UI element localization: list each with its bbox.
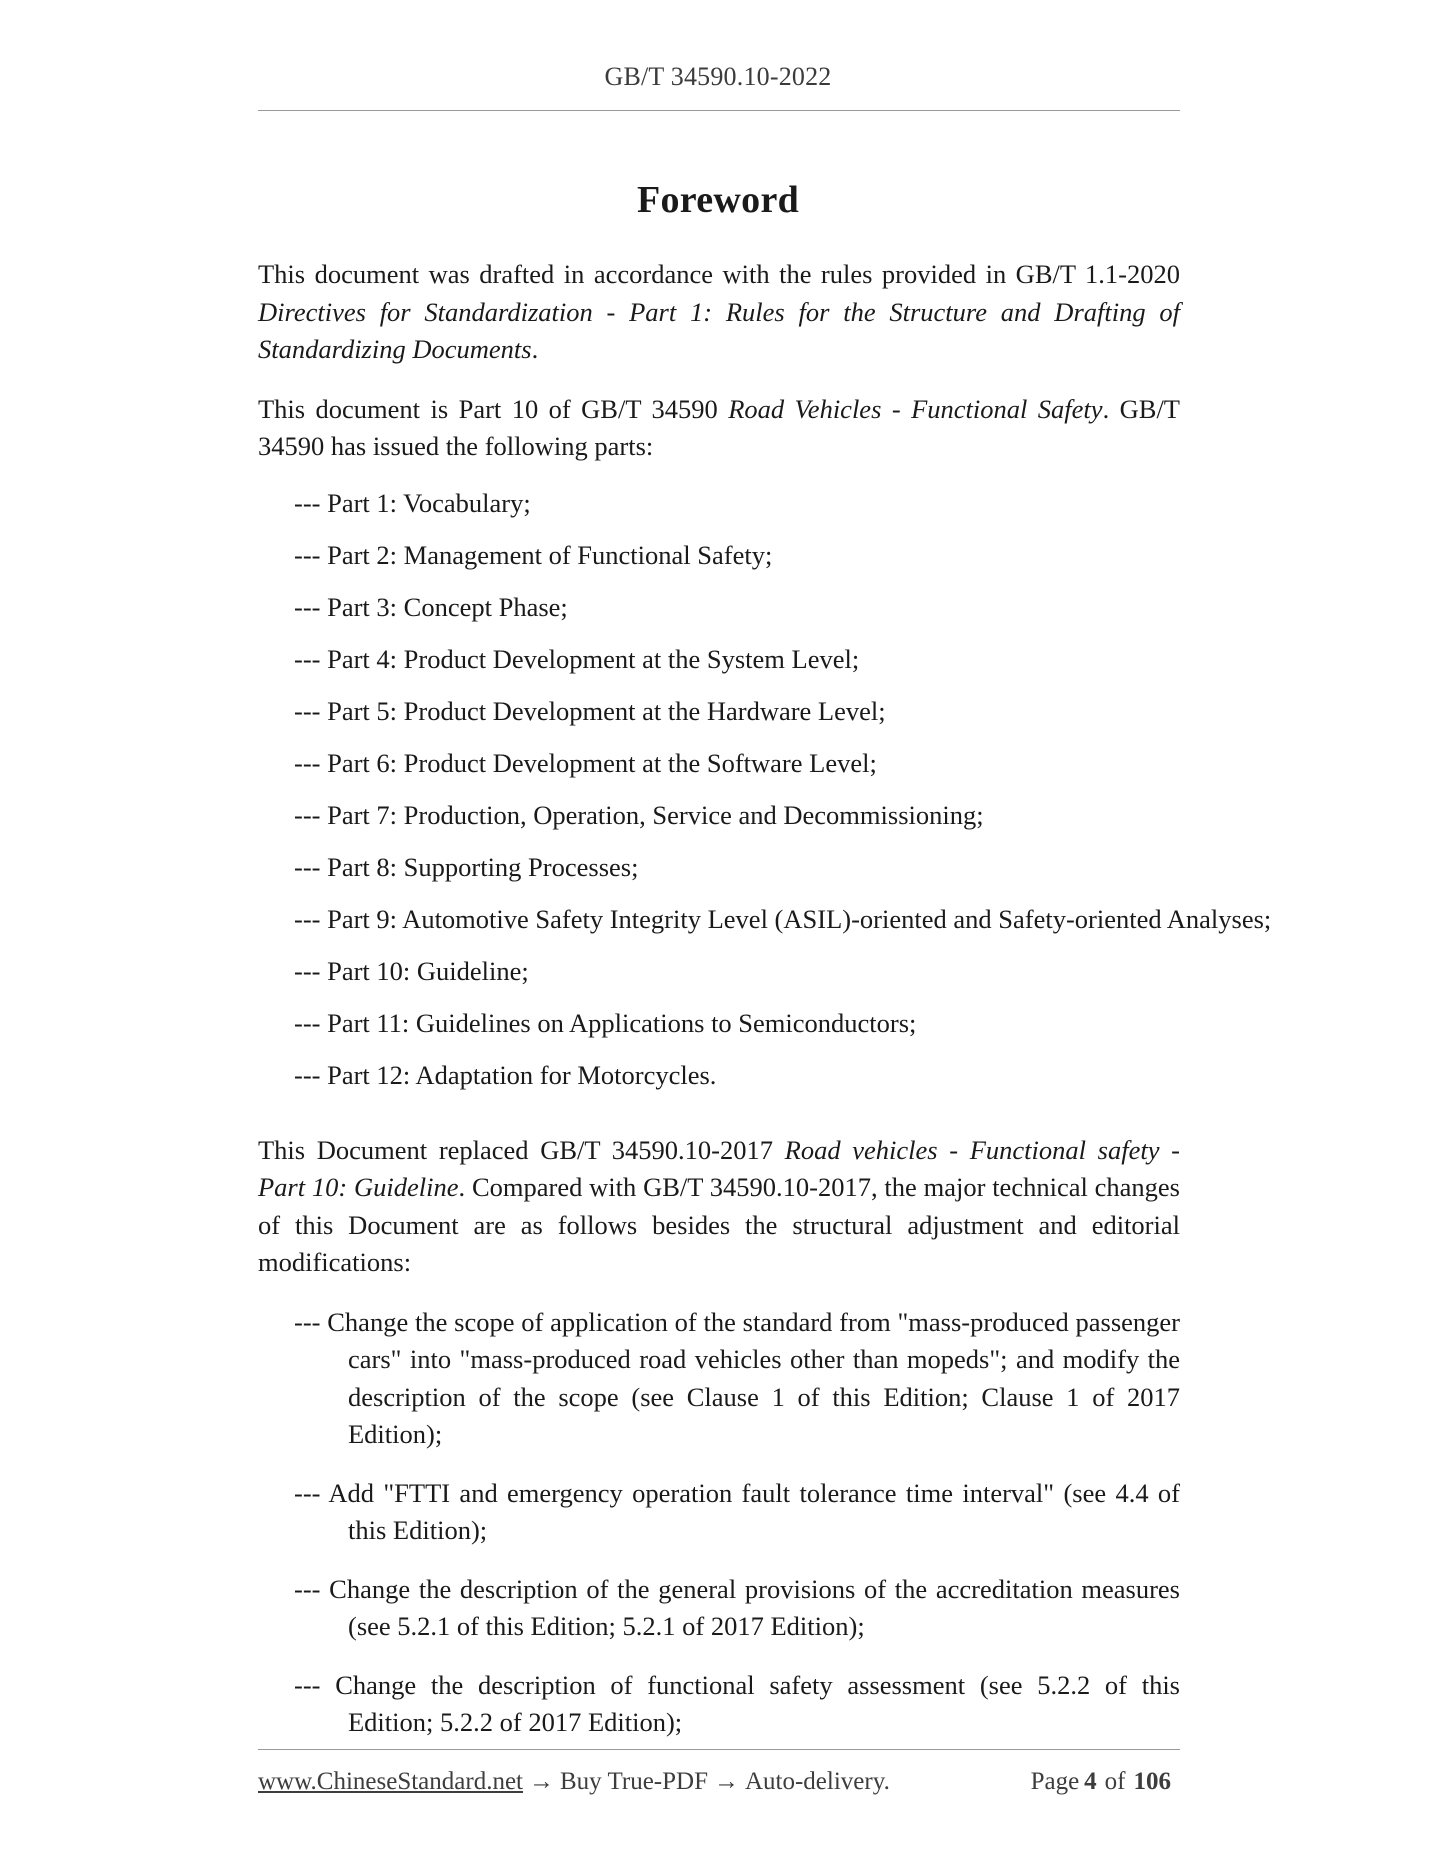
- footer-promo: [258, 1768, 890, 1796]
- list-item: --- Part 11: Guidelines on Applications to Semiconductors;: [294, 1007, 917, 1038]
- list-item: --- Part 7: Production, Operation, Service and Decommissioning;: [294, 799, 984, 830]
- page-number-indicator: [1031, 1768, 1176, 1796]
- paragraph-drafting-rules-text-b: .: [531, 334, 539, 364]
- paragraph-part-of-series-text-a: This document is Part 10 of GB/T 34590: [258, 393, 729, 424]
- list-item: --- Part 3: Concept Phase;: [294, 591, 568, 622]
- paragraph-drafting-rules: [258, 256, 1180, 369]
- list-item: [258, 1571, 1180, 1646]
- paragraph-part-of-series: [258, 391, 1180, 466]
- list-item: --- Part 9: Automotive Safety Integrity Level (ASIL)-oriented and Safety-oriented Analyses;: [294, 903, 1272, 934]
- footer-delivery-label: Auto-delivery.: [744, 1768, 890, 1795]
- technical-changes-list: [258, 1304, 1180, 1742]
- arrow-right-icon: →: [529, 1768, 554, 1795]
- page-title: Foreword: [636, 179, 800, 221]
- footer-buy-label: Buy True-PDF: [560, 1768, 708, 1795]
- spacer: [258, 1109, 1180, 1132]
- paragraph-drafting-rules-text-a: This document was drafted in accordance with the rules provided in GB/T 1.1-2020: [258, 259, 1180, 289]
- list-item: --- Part 6: Product Development at the Software Level;: [294, 747, 877, 778]
- paragraph-replaced-edition-text-a: This Document replaced GB/T 34590.10-2017: [258, 1134, 785, 1165]
- change-item-text: --- Change the description of the general provisions of the accreditation measures (see 5.2.1 of this Edition; 5.2.1 of 2017 Edition);: [294, 1573, 1180, 1641]
- list-item: --- Part 2: Management of Functional Safety;: [294, 539, 773, 570]
- of-word-label: of: [1104, 1768, 1126, 1795]
- total-page-count: 106: [1133, 1768, 1171, 1795]
- list-item: [258, 1667, 1180, 1742]
- paragraph-part-of-series-title: Road Vehicles - Functional Safety: [728, 393, 1103, 424]
- list-item: --- Part 12: Adaptation for Motorcycles.: [294, 1059, 717, 1090]
- list-item: [258, 1475, 1180, 1550]
- document-body: [258, 256, 1272, 1763]
- paragraph-drafting-rules-title: Directives for Standardization - Part 1: Rules for the Structure and Drafting of Standardizing Documents: [258, 296, 1180, 364]
- list-item: --- Part 1: Vocabulary;: [294, 487, 531, 518]
- page-header-standard-code: GB/T 34590.10-2022: [604, 62, 832, 91]
- paragraph-replaced-edition-title: Road vehicles - Functional safety - Part 10: Guideline: [258, 1134, 1180, 1202]
- arrow-right-icon: →: [713, 1768, 739, 1795]
- website-link[interactable]: www.ChineseStandard.net: [258, 1768, 523, 1795]
- footer-divider: [258, 1749, 1180, 1750]
- list-item: --- Part 8: Supporting Processes;: [294, 851, 639, 882]
- parts-list: [258, 485, 1272, 1095]
- list-item: --- Part 10: Guideline;: [294, 955, 529, 986]
- change-item-text: --- Change the description of functional safety assessment (see 5.2.2 of this Edition; 5.2.2 of 2017 Edition);: [294, 1669, 1180, 1737]
- list-item: [258, 1304, 1180, 1454]
- change-item-text: --- Change the scope of application of the standard from "mass-produced passenger cars" into "mass-produced road vehicles other than mopeds"; and modify the description of the scope (see Clause 1 of this Edition; Clause 1 of 2017 Edition);: [294, 1306, 1180, 1449]
- page-footer: [258, 1768, 1180, 1808]
- paragraph-replaced-edition: [258, 1132, 1180, 1282]
- page-word-label: Page: [1030, 1768, 1080, 1795]
- paragraph-part-of-series-text-b: . GB/T 34590 has issued the following parts:: [258, 393, 1180, 461]
- list-item: --- Part 5: Product Development at the Hardware Level;: [294, 695, 886, 726]
- list-item: --- Part 4: Product Development at the System Level;: [294, 643, 860, 674]
- current-page-number: 4: [1084, 1768, 1097, 1795]
- change-item-text: --- Add "FTTI and emergency operation fault tolerance time interval" (see 4.4 of this Edition);: [294, 1477, 1180, 1545]
- header-divider: [258, 110, 1180, 111]
- paragraph-replaced-edition-text-b: . Compared with GB/T 34590.10-2017, the major technical changes of this Document are as follows besides the structural adjustment and editorial modifications:: [258, 1172, 1180, 1277]
